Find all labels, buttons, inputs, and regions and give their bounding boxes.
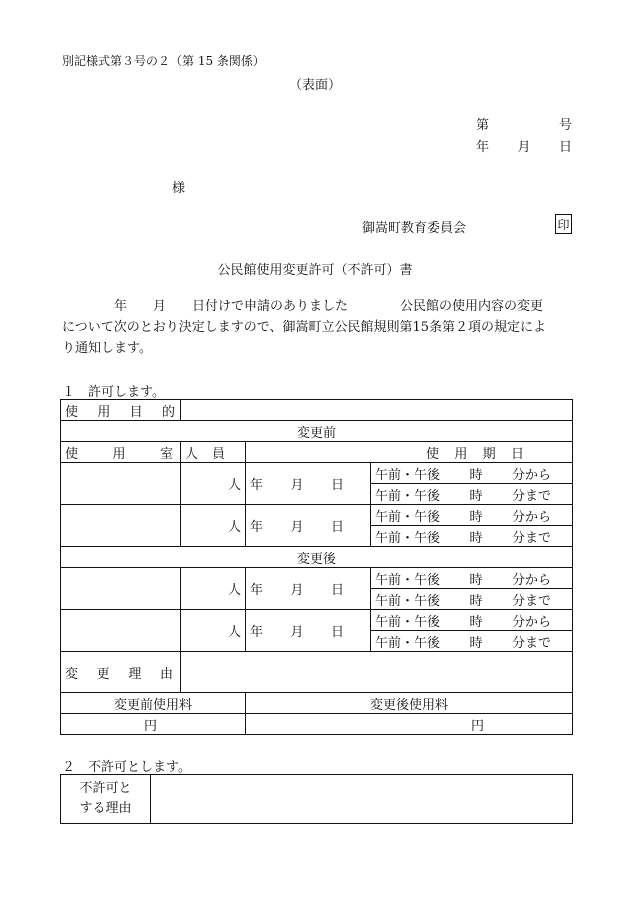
date-month: 月 xyxy=(517,140,531,155)
before-change-header: 変更前 xyxy=(61,421,573,442)
issuer-name: 御嵩町教育委員会 xyxy=(362,221,467,236)
people-field[interactable]: 人 xyxy=(181,610,246,652)
usage-row xyxy=(61,568,573,589)
time-to[interactable]: 午前・午後 時 分まで xyxy=(371,484,573,505)
time-to[interactable]: 午前・午後 時 分まで xyxy=(371,631,573,652)
date-field[interactable]: 年 月 日 xyxy=(246,505,371,547)
denial-reason-label: 不許可と する理由 xyxy=(61,775,151,824)
body-line-3: り通知します。 xyxy=(62,341,152,356)
body-line-2: について次のとおり決定しますので、御嵩町立公民館規則第15条第２項の規定によ xyxy=(62,320,547,335)
time-from[interactable]: 午前・午後 時 分から xyxy=(371,610,573,631)
addressee-honorific: 様 xyxy=(172,181,186,196)
date-field[interactable]: 年 月 日 xyxy=(246,463,371,505)
date-day: 日 xyxy=(558,140,572,155)
room-field[interactable] xyxy=(61,568,181,610)
date-year: 年 xyxy=(476,140,490,155)
people-field[interactable]: 人 xyxy=(181,463,246,505)
approval-table xyxy=(60,399,573,735)
denial-table xyxy=(60,774,573,824)
form-number: 別記様式第３号の２（第 15 条関係） xyxy=(62,54,265,68)
reason-row xyxy=(61,652,573,693)
section-deny-heading: ２ 不許可とします。 xyxy=(62,760,191,775)
number-prefix: 第 xyxy=(476,118,490,133)
body-line-1: 年 月 日付けで申請のありました 公民館の使用内容の変更 xyxy=(62,299,544,314)
room-field[interactable] xyxy=(61,610,181,652)
date-field[interactable]: 年 月 日 xyxy=(246,568,371,610)
time-from[interactable]: 午前・午後 時 分から xyxy=(371,505,573,526)
document-number-line xyxy=(476,114,572,133)
document-title: 公民館使用変更許可（不許可）書 xyxy=(217,263,413,278)
purpose-label: 使 用 目 的 xyxy=(61,400,181,421)
change-reason-field[interactable] xyxy=(181,652,573,693)
people-field[interactable]: 人 xyxy=(181,568,246,610)
time-from[interactable]: 午前・午後 時 分から xyxy=(371,463,573,484)
time-from[interactable]: 午前・午後 時 分から xyxy=(371,568,573,589)
fee-after-field[interactable]: 円 xyxy=(246,714,573,735)
time-to[interactable]: 午前・午後 時 分まで xyxy=(371,589,573,610)
change-reason-label: 変 更 理 由 xyxy=(61,652,181,693)
room-field[interactable] xyxy=(61,463,181,505)
section-approve-heading: １ 許可します。 xyxy=(62,385,165,400)
room-label: 使 用 室 xyxy=(61,442,181,463)
time-to[interactable]: 午前・午後 時 分まで xyxy=(371,526,573,547)
usage-row xyxy=(61,610,573,631)
seal-box: 印 xyxy=(555,214,572,234)
side-label: （表面） xyxy=(288,78,341,93)
fee-before-label: 変更前使用料 xyxy=(61,693,246,714)
usage-row xyxy=(61,463,573,484)
period-label: 使 用 期 日 xyxy=(246,442,573,463)
purpose-row xyxy=(61,400,573,421)
room-field[interactable] xyxy=(61,505,181,547)
people-field[interactable]: 人 xyxy=(181,505,246,547)
number-suffix: 号 xyxy=(558,118,572,133)
after-change-header: 変更後 xyxy=(61,547,573,568)
body-paragraph xyxy=(62,296,578,359)
fee-before-field[interactable]: 円 xyxy=(61,714,246,735)
fee-header-row xyxy=(61,693,573,714)
fee-after-label: 変更後使用料 xyxy=(246,693,573,714)
usage-row xyxy=(61,505,573,526)
issue-date-line xyxy=(476,136,572,155)
people-label: 人 員 xyxy=(181,442,246,463)
fee-value-row xyxy=(61,714,573,735)
column-header-row xyxy=(61,442,573,463)
denial-reason-field[interactable] xyxy=(151,775,573,824)
purpose-field[interactable] xyxy=(181,400,573,421)
date-field[interactable]: 年 月 日 xyxy=(246,610,371,652)
